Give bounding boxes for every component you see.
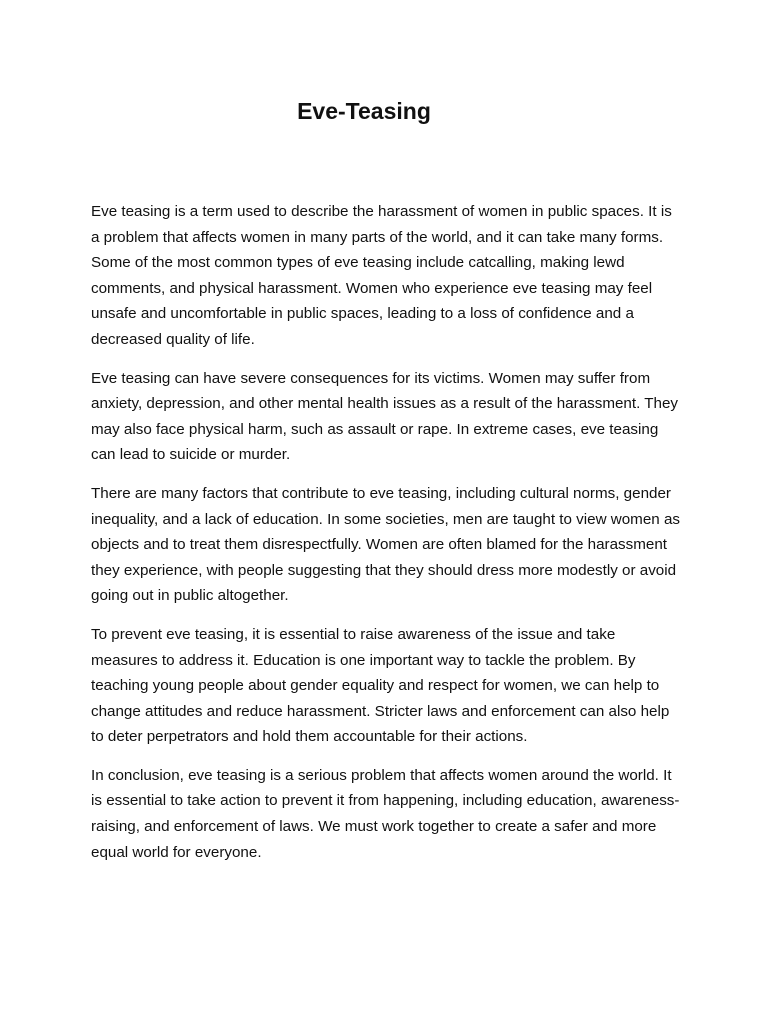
document-body	[91, 199, 681, 878]
paragraph-1: Eve teasing is a term used to describe the harassment of women in public spaces. It is a problem that affects women in many parts of the world, and it can take many forms. Some of the most common types of eve teasing include catcalling, making lewd comments, and physical harassment. Women who experience eve teasing may feel unsafe and uncomfortable in public spaces, leading to a loss of confidence and a decreased quality of life.	[91, 203, 672, 348]
paragraph-5: In conclusion, eve teasing is a serious problem that affects women around the world. It is essential to take action to prevent it from happening, including education, awareness-raising, and enforcement of laws. We must work together to create a safer and more equal world for everyone.	[91, 766, 680, 861]
paragraph-3: There are many factors that contribute to eve teasing, including cultural norms, gender inequality, and a lack of education. In some societies, men are taught to view women as objects and to treat them disrespectfully. Women are often blamed for the harassment they experience, with people suggesting that they should dress more modestly or avoid going out in public altogether.	[91, 484, 680, 605]
paragraph-4: To prevent eve teasing, it is essential to raise awareness of the issue and take measures to address it. Education is one important way to tackle the problem. By teaching young people about gender equality and respect for women, we can help to change attitudes and reduce harassment. Stricter laws and enforcement can also help to deter perpetrators and hold them accountable for their actions.	[91, 625, 670, 746]
document-title: Eve-Teasing	[297, 98, 431, 124]
paragraph-2: Eve teasing can have severe consequences for its victims. Women may suffer from anxiety, depression, and other mental health issues as a result of the harassment. They may also face physical harm, such as assault or rape. In extreme cases, eve teasing can lead to suicide or murder.	[91, 369, 679, 464]
